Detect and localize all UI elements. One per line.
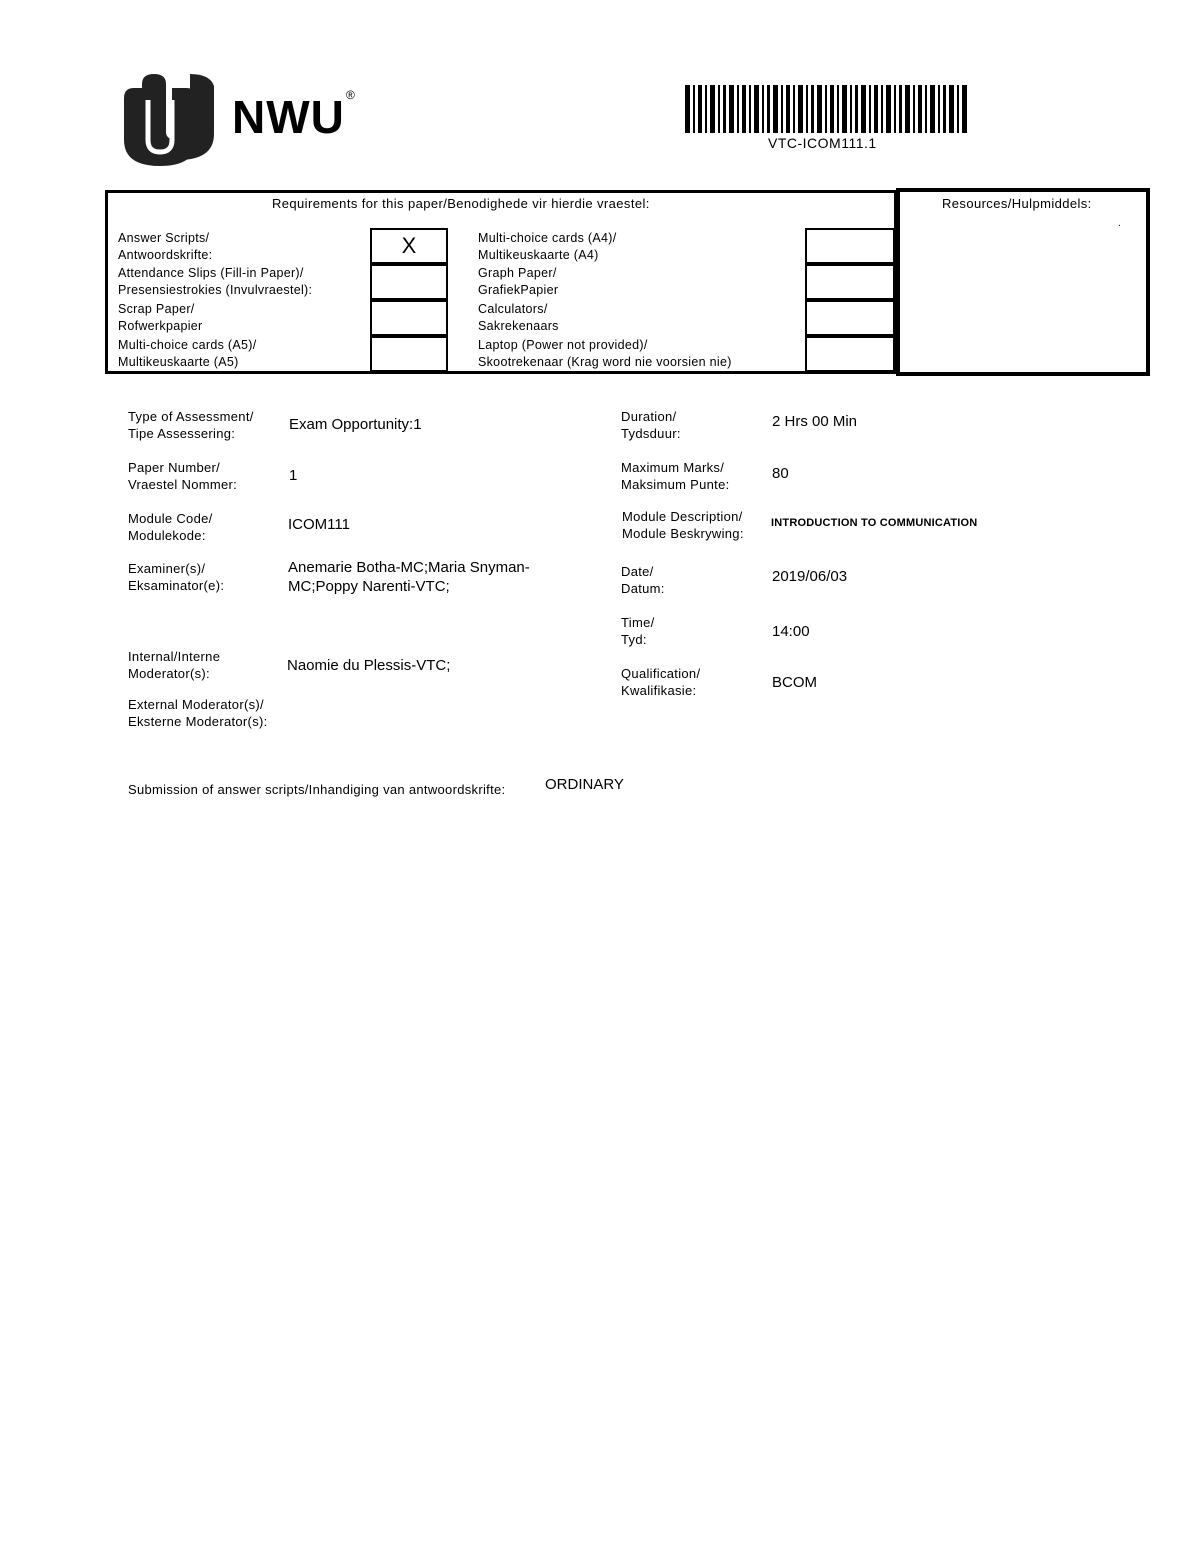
req-graph-paper-checkbox[interactable] — [805, 264, 895, 300]
date-label: Date/ Datum: — [621, 564, 665, 596]
date-value: 2019/06/03 — [772, 568, 848, 585]
req-calculators-checkbox[interactable] — [805, 300, 895, 336]
resources-value: . — [1118, 218, 1121, 229]
req-graph-paper: Graph Paper/ GrafiekPapier — [478, 266, 559, 297]
type-label: Type of Assessment/ Tipe Assessering: — [128, 409, 254, 441]
check-mark: X — [401, 233, 417, 258]
examiners-value: Anemarie Botha-MC;Maria Snyman- MC;Poppy Narenti-VTC; — [288, 559, 530, 595]
req-laptop: Laptop (Power not provided)/ Skootrekenaar (Krag word nie voorsien nie) — [478, 338, 732, 369]
req-multichoice-a4: Multi-choice cards (A4)/ Multikeuskaarte (A4) — [478, 231, 617, 262]
req-multichoice-a5: Multi-choice cards (A5)/ Multikeuskaarte (A5) — [118, 338, 257, 369]
registered-mark: ® — [346, 88, 355, 102]
duration-value: 2 Hrs 00 Min — [772, 413, 858, 430]
qualification-label: Qualification/ Kwalifikasie: — [621, 666, 701, 698]
external-moderator-label: External Moderator(s)/ Eksterne Moderator(s): — [128, 697, 268, 729]
barcode-icon — [685, 85, 967, 133]
resources-box — [896, 188, 1150, 376]
module-code-value: ICOM111 — [288, 516, 350, 533]
requirements-title: Requirements for this paper/Benodighede vir hierdie vraestel: — [272, 196, 650, 211]
logo-wordmark: NWU — [232, 91, 345, 143]
barcode-code: VTC-ICOM111.1 — [768, 135, 877, 151]
paper-number-label: Paper Number/ Vraestel Nommer: — [128, 460, 238, 492]
req-multichoice-a5-checkbox[interactable] — [370, 336, 448, 372]
time-value: 14:00 — [772, 623, 810, 640]
module-description-value: INTRODUCTION TO COMMUNICATION — [771, 517, 978, 529]
req-multichoice-a4-checkbox[interactable] — [805, 228, 895, 264]
examiners-label: Examiner(s)/ Eksaminator(e): — [128, 561, 225, 593]
internal-moderator-value: Naomie du Plessis-VTC; — [287, 657, 451, 674]
internal-moderator-label: Internal/Interne Moderator(s): — [128, 649, 221, 681]
req-laptop-checkbox[interactable] — [805, 336, 895, 372]
req-attendance-slips: Attendance Slips (Fill-in Paper)/ Presensiestrokies (Invulvraestel): — [118, 266, 313, 297]
qualification-value: BCOM — [772, 674, 817, 691]
max-marks-label: Maximum Marks/ Maksimum Punte: — [621, 460, 730, 492]
submission-value: ORDINARY — [545, 776, 624, 793]
duration-label: Duration/ Tydsduur: — [621, 409, 681, 441]
req-calculators: Calculators/ Sakrekenaars — [478, 302, 559, 333]
req-answer-scripts-checkbox[interactable] — [370, 228, 448, 264]
req-answer-scripts: Answer Scripts/ Antwoordskrifte: — [118, 231, 213, 262]
type-value: Exam Opportunity:1 — [289, 416, 422, 433]
req-scrap-paper: Scrap Paper/ Rofwerkpapier — [118, 302, 203, 333]
max-marks-value: 80 — [772, 465, 789, 482]
req-scrap-paper-checkbox[interactable] — [370, 300, 448, 336]
req-attendance-slips-checkbox[interactable] — [370, 264, 448, 300]
time-label: Time/ Tyd: — [621, 615, 655, 647]
submission-label: Submission of answer scripts/Inhandiging van antwoordskrifte: — [128, 782, 506, 797]
paper-number-value: 1 — [289, 467, 298, 484]
module-code-label: Module Code/ Modulekode: — [128, 511, 213, 543]
resources-title: Resources/Hulpmiddels: — [942, 196, 1092, 211]
module-description-label: Module Description/ Module Beskrywing: — [622, 509, 744, 541]
